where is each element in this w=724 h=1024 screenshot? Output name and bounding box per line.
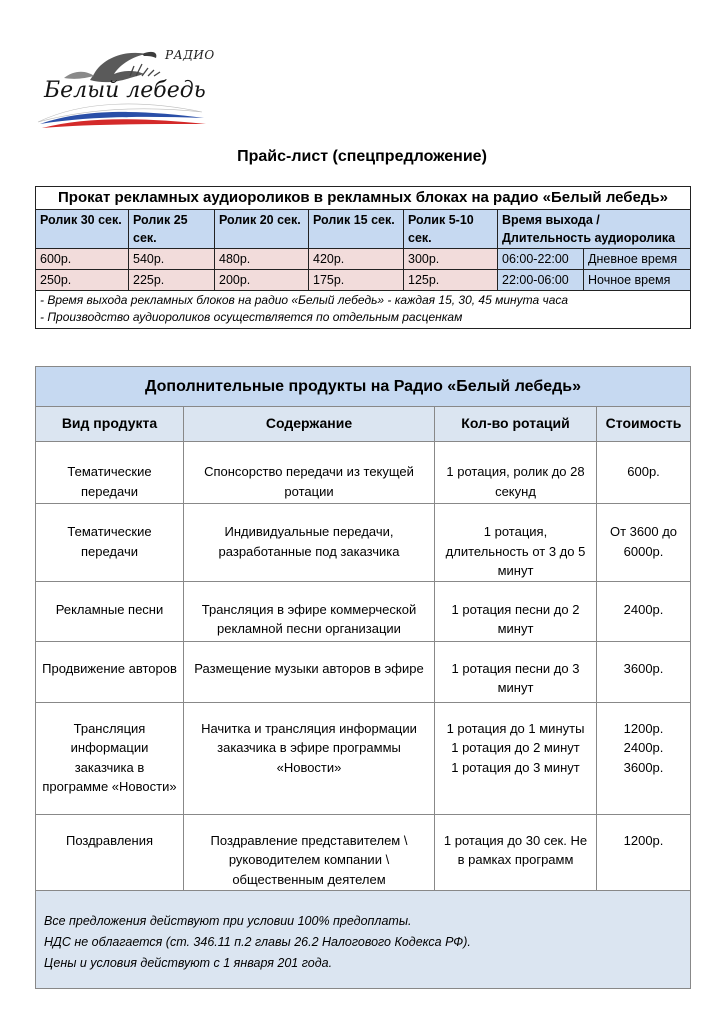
logo-station-name: Белый лебедь	[44, 78, 206, 103]
additional-products-table	[35, 366, 691, 989]
table-row	[36, 442, 691, 504]
time-cell: 22:00-06:00	[498, 270, 584, 291]
price-line: 3600р.	[623, 759, 664, 775]
price-cell: 540р.	[129, 249, 215, 270]
header-cell: Кол-во ротаций	[435, 407, 597, 442]
footer-line: Цены и условия действуют с 1 января 201 года.	[44, 955, 333, 970]
price-cell: 600р.	[597, 442, 691, 504]
footer-line: НДС не облагается (ст. 346.11 п.2 главы 26.2 Налогового Кодекса РФ).	[44, 934, 471, 949]
table1-notes	[36, 291, 691, 329]
header-cell: Ролик 5-10 сек.	[404, 210, 498, 249]
logo-radio-label: РАДИО	[165, 48, 215, 62]
price-line: 1200р.	[623, 720, 664, 736]
table2-header-row	[36, 407, 691, 442]
table-row	[36, 270, 691, 291]
table2-footer	[36, 890, 691, 988]
note-line: - Время выхода рекламных блоков на радио «Белый лебедь» - каждая 15, 30, 45 минута часа	[40, 293, 569, 307]
price-cell: 225р.	[129, 270, 215, 291]
table-row	[36, 504, 691, 582]
audio-ads-price-table	[35, 186, 691, 329]
footer-line: Все предложения действуют при условии 100% предоплаты.	[44, 913, 412, 928]
rotations-cell	[435, 702, 597, 814]
table2-caption: Дополнительные продукты на Радио «Белый лебедь»	[36, 367, 691, 407]
header-cell: Ролик 20 сек.	[215, 210, 309, 249]
header-cell: Ролик 25 сек.	[129, 210, 215, 249]
price-cell: 600р.	[36, 249, 129, 270]
price-cell: 420р.	[309, 249, 404, 270]
price-cell: 2400р.	[597, 581, 691, 641]
rotation-line: 1 ротация до 3 минут	[451, 759, 580, 775]
header-cell: Вид продукта	[36, 407, 184, 442]
rotations-cell: 1 ротация до 30 сек. Не в рамках программ	[435, 814, 597, 890]
price-cell: 1200р.	[597, 814, 691, 890]
price-line: 2400р.	[623, 740, 664, 755]
content-cell: Размещение музыки авторов в эфире	[184, 641, 435, 702]
product-cell: Поздравления	[36, 814, 184, 890]
product-cell: Рекламные песни	[36, 581, 184, 641]
header-cell: Ролик 15 сек.	[309, 210, 404, 249]
table-row	[36, 581, 691, 641]
content-cell: Спонсорство передачи из текущей ротации	[184, 442, 435, 504]
price-cell: 200р.	[215, 270, 309, 291]
price-cell: 250р.	[36, 270, 129, 291]
table1-notes-row	[36, 291, 691, 329]
content-cell: Индивидуальные передачи, разработанные под заказчика	[184, 504, 435, 582]
rotations-cell: 1 ротация, длительность от 3 до 5 минут	[435, 504, 597, 582]
note-line: - Производство аудиороликов осуществляется по отдельным расценкам	[40, 310, 463, 324]
table-row	[36, 249, 691, 270]
price-cell: От 3600 до 6000р.	[597, 504, 691, 582]
header-cell: Стоимость	[597, 407, 691, 442]
price-cell: 480р.	[215, 249, 309, 270]
rotations-cell: 1 ротация песни до 3 минут	[435, 641, 597, 702]
product-cell: Трансляция информации заказчика в программе «Новости»	[36, 702, 184, 814]
rotations-cell: 1 ротация песни до 2 минут	[435, 581, 597, 641]
content-cell: Начитка и трансляция информации заказчика в эфире программы «Новости»	[184, 702, 435, 814]
radio-logo	[34, 34, 214, 132]
table-row	[36, 641, 691, 702]
price-cell: 300р.	[404, 249, 498, 270]
price-cell: 125р.	[404, 270, 498, 291]
product-cell: Тематические передачи	[36, 442, 184, 504]
product-cell: Тематические передачи	[36, 504, 184, 582]
header-cell: Содержание	[184, 407, 435, 442]
header-cell: Время выхода / Длительность аудиоролика	[498, 210, 691, 249]
table1-header-row	[36, 210, 691, 249]
time-cell: 06:00-22:00	[498, 249, 584, 270]
table-row	[36, 814, 691, 890]
page-title: Прайс-лист (спецпредложение)	[237, 148, 487, 165]
price-cell: 175р.	[309, 270, 404, 291]
rotation-line: 1 ротация до 2 минут	[451, 740, 580, 755]
price-cell: 3600р.	[597, 641, 691, 702]
content-cell: Поздравление представителем \ руководителем компании \ общественным деятелем	[184, 814, 435, 890]
product-cell: Продвижение авторов	[36, 641, 184, 702]
rotations-cell: 1 ротация, ролик до 28 секунд	[435, 442, 597, 504]
table-row	[36, 702, 691, 814]
rotation-line: 1 ротация до 1 минуты	[446, 720, 585, 736]
period-cell: Дневное время	[584, 249, 691, 270]
table2-footer-row	[36, 890, 691, 988]
period-cell: Ночное время	[584, 270, 691, 291]
content-cell: Трансляция в эфире коммерческой рекламной песни организации	[184, 581, 435, 641]
header-cell: Ролик 30 сек.	[36, 210, 129, 249]
table1-caption: Прокат рекламных аудиороликов в рекламных блоках на радио «Белый лебедь»	[36, 187, 691, 210]
price-cell	[597, 702, 691, 814]
